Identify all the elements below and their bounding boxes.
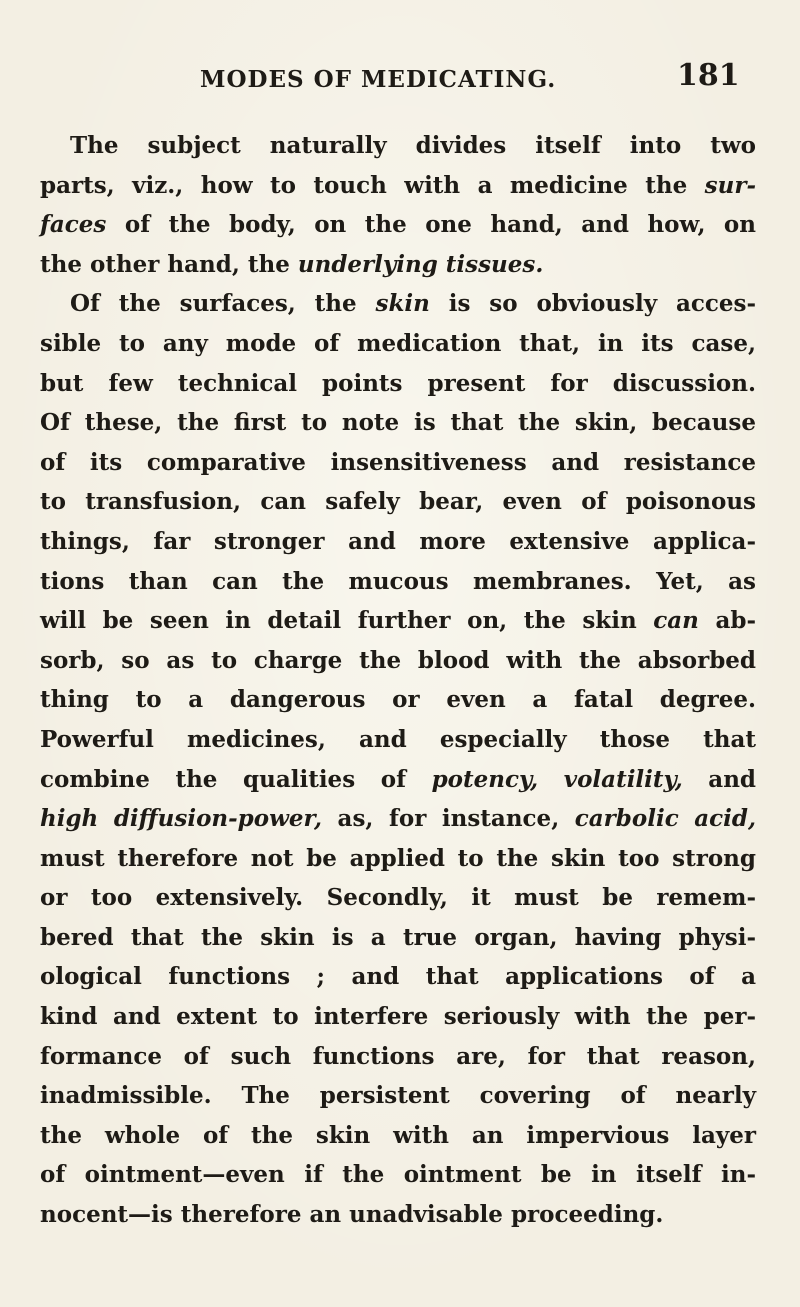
text-run: The subject naturally divides itself into two	[70, 132, 756, 159]
text-line	[40, 245, 756, 285]
text-line	[40, 443, 756, 483]
text-run: but few technical points present for discussion.	[40, 369, 756, 397]
text-run: sible to any mode of medication that, in its case,	[40, 329, 756, 357]
italic-text: potency, volatility,	[431, 765, 683, 793]
text-line	[40, 760, 756, 800]
text-run: or too extensively. Secondly, it must be remem-	[40, 884, 756, 912]
text-run: the whole of the skin with an impervious layer	[40, 1121, 756, 1149]
text-run: formance of such functions are, for that reason,	[40, 1042, 756, 1070]
body-text	[40, 126, 756, 1235]
text-run: nocent—is therefore an unadvisable proceeding.	[40, 1201, 664, 1229]
italic-text: skin	[375, 290, 430, 318]
text-run: things, far stronger and more extensive applica-	[40, 527, 756, 555]
text-line	[40, 1076, 756, 1116]
text-run: kind and extent to interfere seriously with the per-	[40, 1003, 756, 1031]
text-run: ological functions ; and that applications of a	[40, 963, 756, 991]
text-line	[40, 284, 756, 324]
page-number: 181	[677, 58, 740, 93]
text-line	[40, 720, 756, 760]
italic-text: underlying tissues.	[297, 250, 544, 278]
text-run: as, for instance,	[322, 805, 575, 833]
page-header	[0, 58, 800, 106]
text-line	[40, 126, 756, 166]
text-line	[40, 641, 756, 681]
text-run: must therefore not be applied to the skin too strong	[40, 844, 756, 872]
text-line	[40, 364, 756, 404]
text-line	[40, 522, 756, 562]
text-line	[40, 205, 756, 245]
text-line	[40, 1195, 756, 1235]
text-run: will be seen in detail further on, the skin	[40, 607, 654, 635]
text-run: and	[682, 765, 757, 793]
running-title: MODES OF MEDICATING.	[200, 66, 557, 93]
text-run: of the body, on the one hand, and how, on	[106, 211, 756, 239]
italic-text: high diffusion-power,	[40, 805, 322, 833]
text-run: of ointment—even if the ointment be in itself in-	[40, 1161, 756, 1189]
text-line	[40, 878, 756, 918]
text-line	[40, 839, 756, 879]
text-run: tions than can the mucous membranes. Yet, as	[40, 567, 756, 595]
text-line	[40, 799, 756, 839]
text-line	[40, 957, 756, 997]
text-run: inadmissible. The persistent covering of nearly	[40, 1082, 756, 1110]
text-line	[40, 918, 756, 958]
text-run: parts, viz., how to touch with a medicine the	[40, 171, 705, 199]
text-line	[40, 562, 756, 602]
italic-text: faces	[40, 211, 107, 239]
text-line	[40, 601, 756, 641]
text-line	[40, 403, 756, 443]
text-run: is so obviously acces-	[429, 290, 756, 318]
text-run: Powerful medicines, and especially those that	[40, 725, 756, 753]
text-run: Of the surfaces, the	[70, 290, 376, 318]
text-run: the other hand, the	[40, 250, 298, 278]
text-line	[40, 482, 756, 522]
italic-text: carbolic acid,	[574, 805, 756, 833]
text-line	[40, 1116, 756, 1156]
italic-text: sur-	[704, 171, 756, 199]
text-line	[40, 324, 756, 364]
text-line	[40, 997, 756, 1037]
text-run: Of these, the first to note is that the skin, because	[40, 409, 756, 437]
text-line	[40, 1037, 756, 1077]
text-run: to transfusion, can safely bear, even of poisonous	[40, 488, 756, 516]
text-line	[40, 166, 756, 206]
text-line	[40, 1155, 756, 1195]
italic-text: can	[653, 607, 699, 635]
text-run: sorb, so as to charge the blood with the absorbed	[40, 646, 756, 674]
text-run: thing to a dangerous or even a fatal degree.	[40, 686, 756, 714]
text-run: bered that the skin is a true organ, having physi-	[40, 923, 756, 951]
text-run: of its comparative insensitiveness and resistance	[40, 448, 756, 476]
text-line	[40, 680, 756, 720]
text-run: ab-	[698, 607, 756, 635]
text-run: combine the qualities of	[40, 765, 432, 793]
